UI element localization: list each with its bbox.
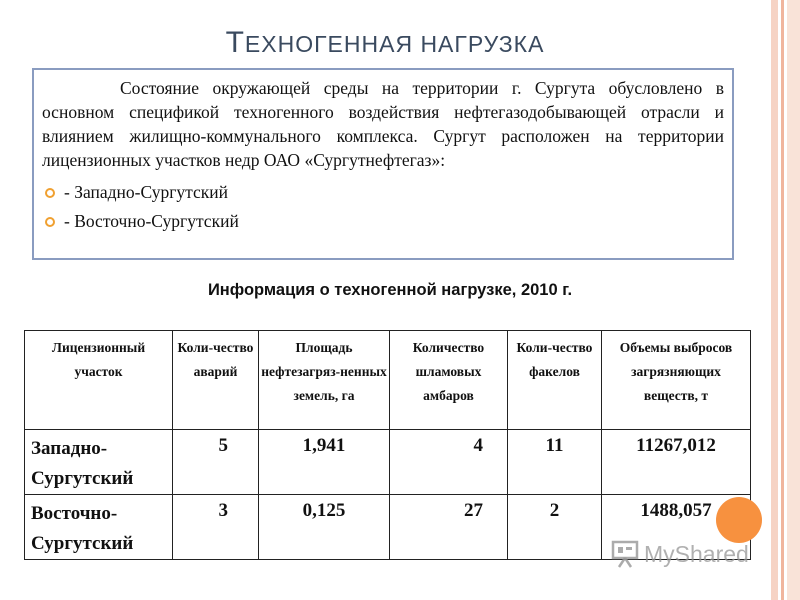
presentation-board-icon [610,539,640,569]
bullet-circle-icon [45,188,55,198]
table-cell: 11267,012 [602,430,751,495]
watermark-text: MyShared [644,540,749,567]
table-cell: 27 [390,495,508,560]
slide-title-initial: Т [225,26,245,59]
bullet-circle-icon [45,217,55,227]
bullet-list [42,178,724,236]
bullet-text: - Западно-Сургутский [64,182,229,202]
decorative-stripe [771,0,778,600]
slide-title [0,26,770,60]
data-table [24,330,751,560]
table-cell: 0,125 [259,495,390,560]
table-row [25,430,751,495]
bullet-item [42,178,724,207]
table-cell: 2 [508,495,602,560]
table-header-row [25,331,751,430]
decorative-stripe [787,0,800,600]
bullet-text: - Восточно-Сургутский [64,211,239,231]
header-cell: Коли-чество факелов [508,331,602,430]
table-cell: 5 [173,430,259,495]
table-cell: 1488,057 [602,495,751,560]
table-cell: Восточно-Сургутский [25,495,173,560]
watermark [610,536,749,572]
table-cell: 11 [508,430,602,495]
table-caption: Информация о техногенной нагрузке, 2010 г. [207,281,573,299]
header-cell: Лицензионный участок [25,331,173,430]
table-cell: 3 [173,495,259,560]
intro-paragraph: Состояние окружающей среды на территории г. Сургута обусловлено в основном спецификой техногенного воздействия нефтегазодобывающей отрасли и влиянием жилищно-коммунального комплекса. Сургут расположен на территории лицензионных участков недр ОАО «Сургутнефтегаз»: [42,78,724,170]
table-cell: Западно-Сургутский [25,430,173,495]
header-cell: Объемы выбросов загрязняющих веществ, т [602,331,751,430]
header-cell: Количество шламовых амбаров [390,331,508,430]
text-box [32,68,734,260]
bullet-item [42,207,724,236]
slide-title-rest: ЕХНОГЕННАЯ НАГРУЗКА [244,31,545,57]
header-cell: Площадь нефтезагряз-ненных земель, га [259,331,390,430]
decorative-stripe [781,0,784,600]
table-cell: 1,941 [259,430,390,495]
header-cell: Коли-чество аварий [173,331,259,430]
table-cell: 4 [390,430,508,495]
